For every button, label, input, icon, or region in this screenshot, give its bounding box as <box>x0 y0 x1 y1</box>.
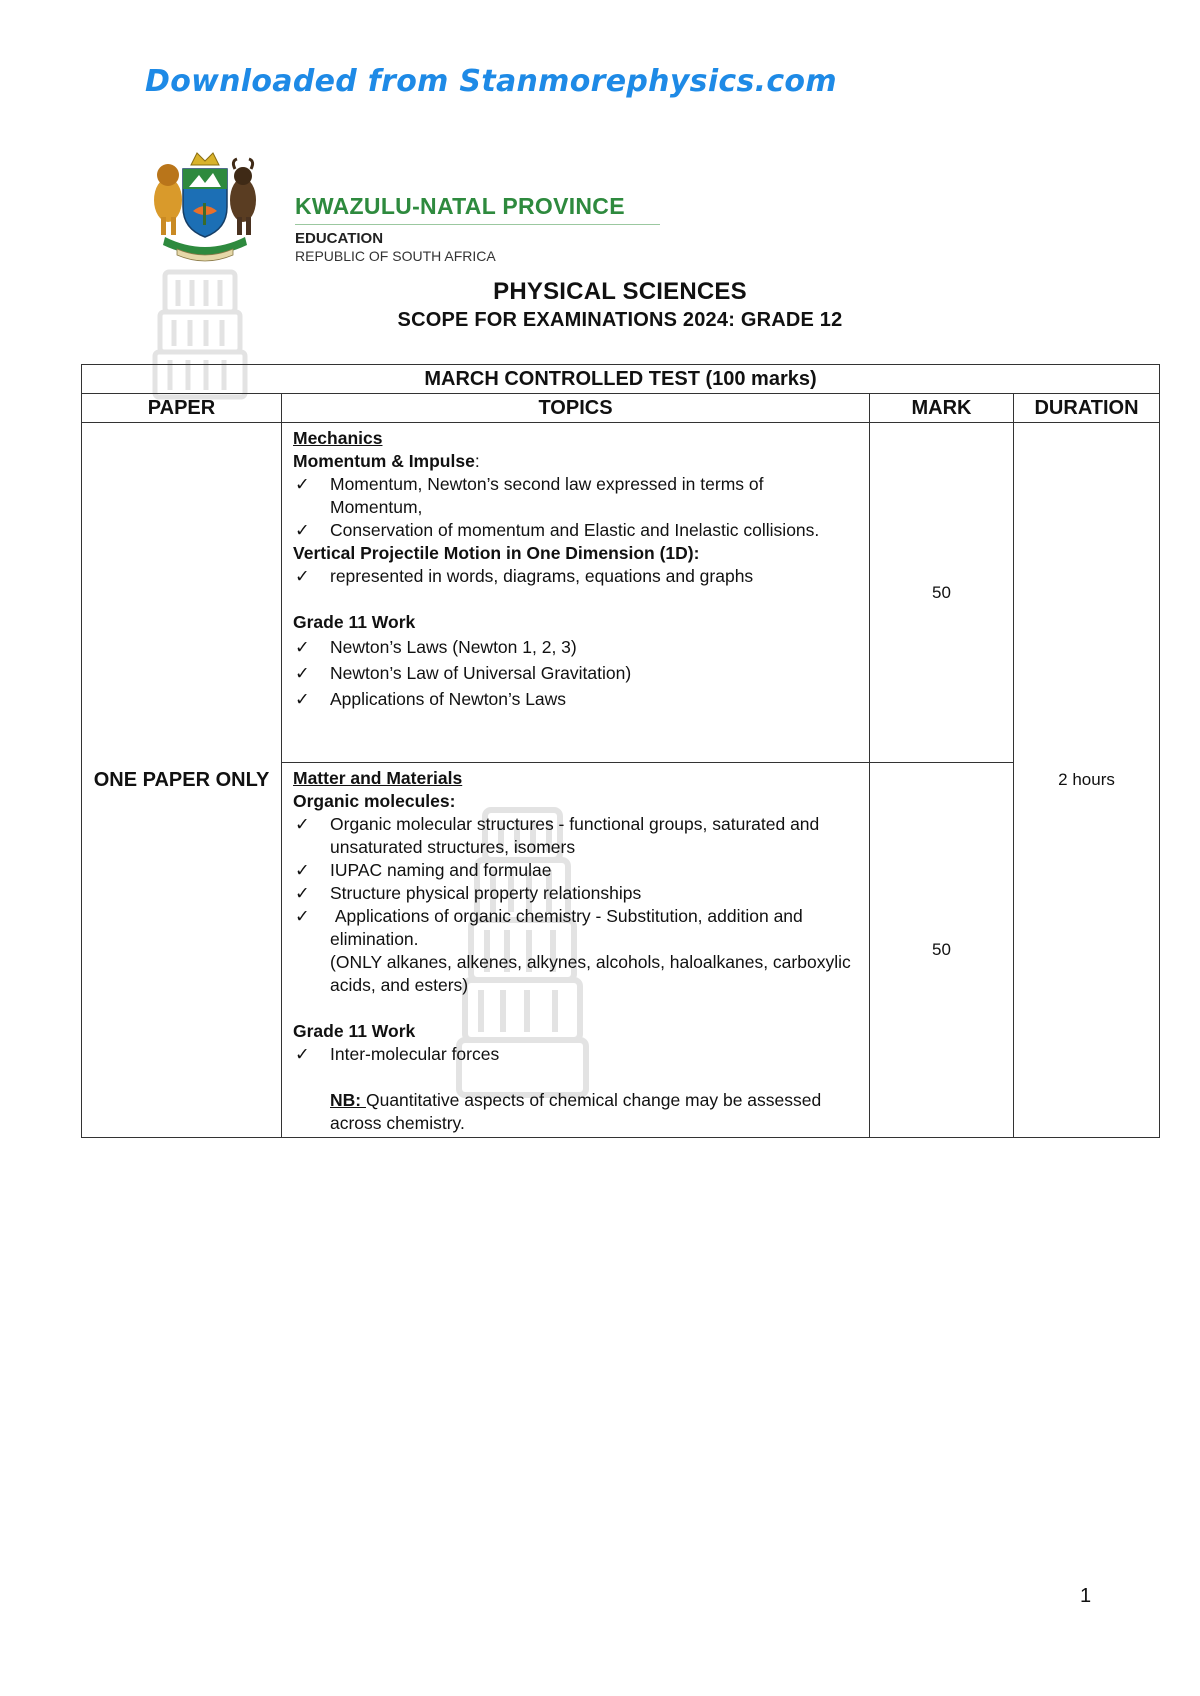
list-item-text: Momentum, Newton’s second law expressed in terms of Momentum, <box>330 474 764 517</box>
list-item <box>293 634 859 660</box>
list-item <box>293 1043 859 1066</box>
list-item-text: Conservation of momentum and Elastic and Inelastic collisions. <box>330 520 820 540</box>
mark-cell: 50 <box>870 763 1014 1138</box>
section-title: Matter and Materials <box>293 768 463 788</box>
list-item-text: Newton’s Law of Universal Gravitation) <box>330 663 632 683</box>
list-item <box>293 859 859 882</box>
nb-text: Quantitative aspects of chemical change may be assessed across chemistry. <box>330 1090 822 1133</box>
checkmark-icon: ✓ <box>295 906 310 926</box>
list-item <box>293 565 859 588</box>
subsection-heading <box>293 450 859 473</box>
checkmark-icon: ✓ <box>295 1044 310 1064</box>
list-item-text: represented in words, diagrams, equations and graphs <box>330 566 754 586</box>
checkmark-icon: ✓ <box>295 883 310 903</box>
section-title: Mechanics <box>293 428 383 448</box>
list-item <box>293 473 859 519</box>
checkmark-icon: ✓ <box>295 663 310 683</box>
coat-of-arms-logo <box>143 145 268 270</box>
page-number: 1 <box>1080 1585 1092 1607</box>
list-item-text: Structure physical property relationships <box>330 883 642 903</box>
header-duration: DURATION <box>1014 394 1160 423</box>
checkmark-icon: ✓ <box>295 637 310 657</box>
list-item <box>293 519 859 542</box>
header-topics: TOPICS <box>282 394 870 423</box>
checkmark-icon: ✓ <box>295 474 310 494</box>
exam-scope-table <box>81 364 1160 1138</box>
mark-cell: 50 <box>870 423 1014 763</box>
subsection-suffix: : <box>474 451 480 471</box>
list-item-text: Applications of organic chemistry - Substitution, addition and elimination. <box>330 906 808 949</box>
duration-cell: 2 hours <box>1014 423 1160 1138</box>
nb-note <box>293 1089 859 1135</box>
document-title: PHYSICAL SCIENCES <box>493 278 747 305</box>
list-item <box>293 813 859 859</box>
list-item <box>293 882 859 905</box>
list-item-text: Applications of Newton’s Laws <box>330 689 567 709</box>
matter-materials-topics <box>282 763 870 1138</box>
checkmark-icon: ✓ <box>295 566 310 586</box>
subsection-title: Momentum & Impulse <box>293 451 475 471</box>
checkmark-icon: ✓ <box>295 814 310 834</box>
test-title: MARCH CONTROLLED TEST (100 marks) <box>82 365 1160 394</box>
document-subtitle: SCOPE FOR EXAMINATIONS 2024: GRADE 12 <box>397 309 843 331</box>
province-name: KWAZULU-NATAL PROVINCE <box>295 193 660 225</box>
checkmark-icon: ✓ <box>295 689 310 709</box>
paper-cell: ONE PAPER ONLY <box>82 423 282 1138</box>
list-item-text: IUPAC naming and formulae <box>330 860 552 880</box>
list-item <box>293 686 859 712</box>
subsection-title: Organic molecules: <box>293 791 456 811</box>
list-item <box>293 905 859 951</box>
list-item-text: Inter-molecular forces <box>330 1044 500 1064</box>
list-item <box>293 660 859 686</box>
header-paper: PAPER <box>82 394 282 423</box>
nb-label: NB: <box>330 1090 366 1110</box>
checkmark-icon: ✓ <box>295 860 310 880</box>
note-text: (ONLY alkanes, alkenes, alkynes, alcohols, haloalkanes, carboxylic acids, and esters) <box>330 952 851 995</box>
province-header <box>295 193 660 264</box>
subsection-title: Grade 11 Work <box>293 612 416 632</box>
list-item-text: Organic molecular structures - functional groups, saturated and unsaturated structures, isomers <box>330 814 820 857</box>
department-name: EDUCATION <box>295 230 384 247</box>
subsection-title: Vertical Projectile Motion in One Dimension (1D): <box>293 543 700 563</box>
country-name: REPUBLIC OF SOUTH AFRICA <box>295 248 496 264</box>
checkmark-icon: ✓ <box>295 520 310 540</box>
subsection-title: Grade 11 Work <box>293 1021 416 1041</box>
list-item-text: Newton’s Laws (Newton 1, 2, 3) <box>330 637 577 657</box>
mechanics-topics <box>282 423 870 763</box>
header-mark: MARK <box>870 394 1014 423</box>
download-watermark-link[interactable]: Downloaded from Stanmorephysics.com <box>145 64 837 99</box>
